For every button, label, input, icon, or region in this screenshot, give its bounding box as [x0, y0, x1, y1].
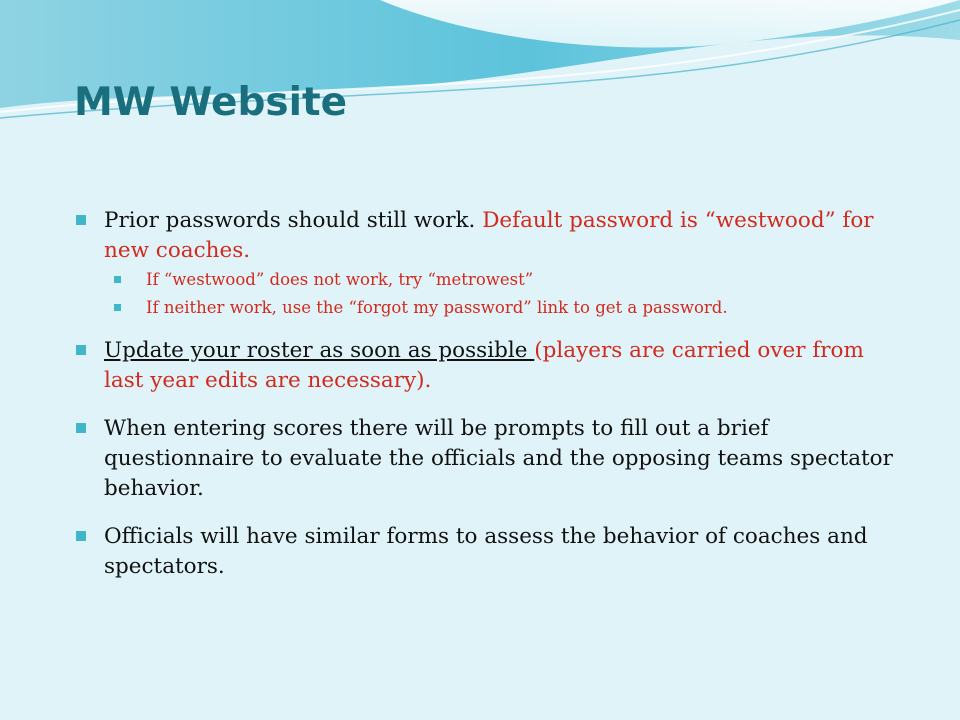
bullet-square-icon: [76, 531, 86, 541]
bullet-item-roster: [74, 336, 904, 396]
bullet-list: [74, 206, 904, 582]
bullet-text-highlight: (players are carried over from last year edits are necessary).: [104, 338, 864, 393]
bullet-square-icon: [76, 345, 86, 355]
bullet-text: Officials will have similar forms to assess the behavior of coaches and spectators.: [104, 524, 868, 579]
bullet-text-highlight: Default password is “westwood” for new coaches.: [104, 208, 874, 263]
slide-title: MW Website: [74, 80, 348, 125]
sub-bullet-item: [74, 266, 904, 294]
sub-bullet-text: If neither work, use the “forgot my password” link to get a password.: [146, 298, 728, 317]
bullet-square-icon: [76, 215, 86, 225]
sub-bullet-item: [74, 294, 904, 322]
bullet-text: Prior passwords should still work.: [104, 208, 483, 233]
bullet-item-passwords: [74, 206, 904, 266]
bullet-item-officials: [74, 522, 904, 582]
sub-bullet-text: If “westwood” does not work, try “metrowest”: [146, 270, 534, 289]
bullet-text-underlined: Update your roster as soon as possible: [104, 338, 535, 363]
sub-bullet-square-icon: [114, 276, 121, 283]
sub-bullet-square-icon: [114, 304, 121, 311]
bullet-item-scores: [74, 414, 904, 504]
bullet-square-icon: [76, 423, 86, 433]
bullet-text: When entering scores there will be prompts to fill out a brief questionnaire to evaluate the officials and the opposing teams spectator behavior.: [104, 416, 893, 501]
